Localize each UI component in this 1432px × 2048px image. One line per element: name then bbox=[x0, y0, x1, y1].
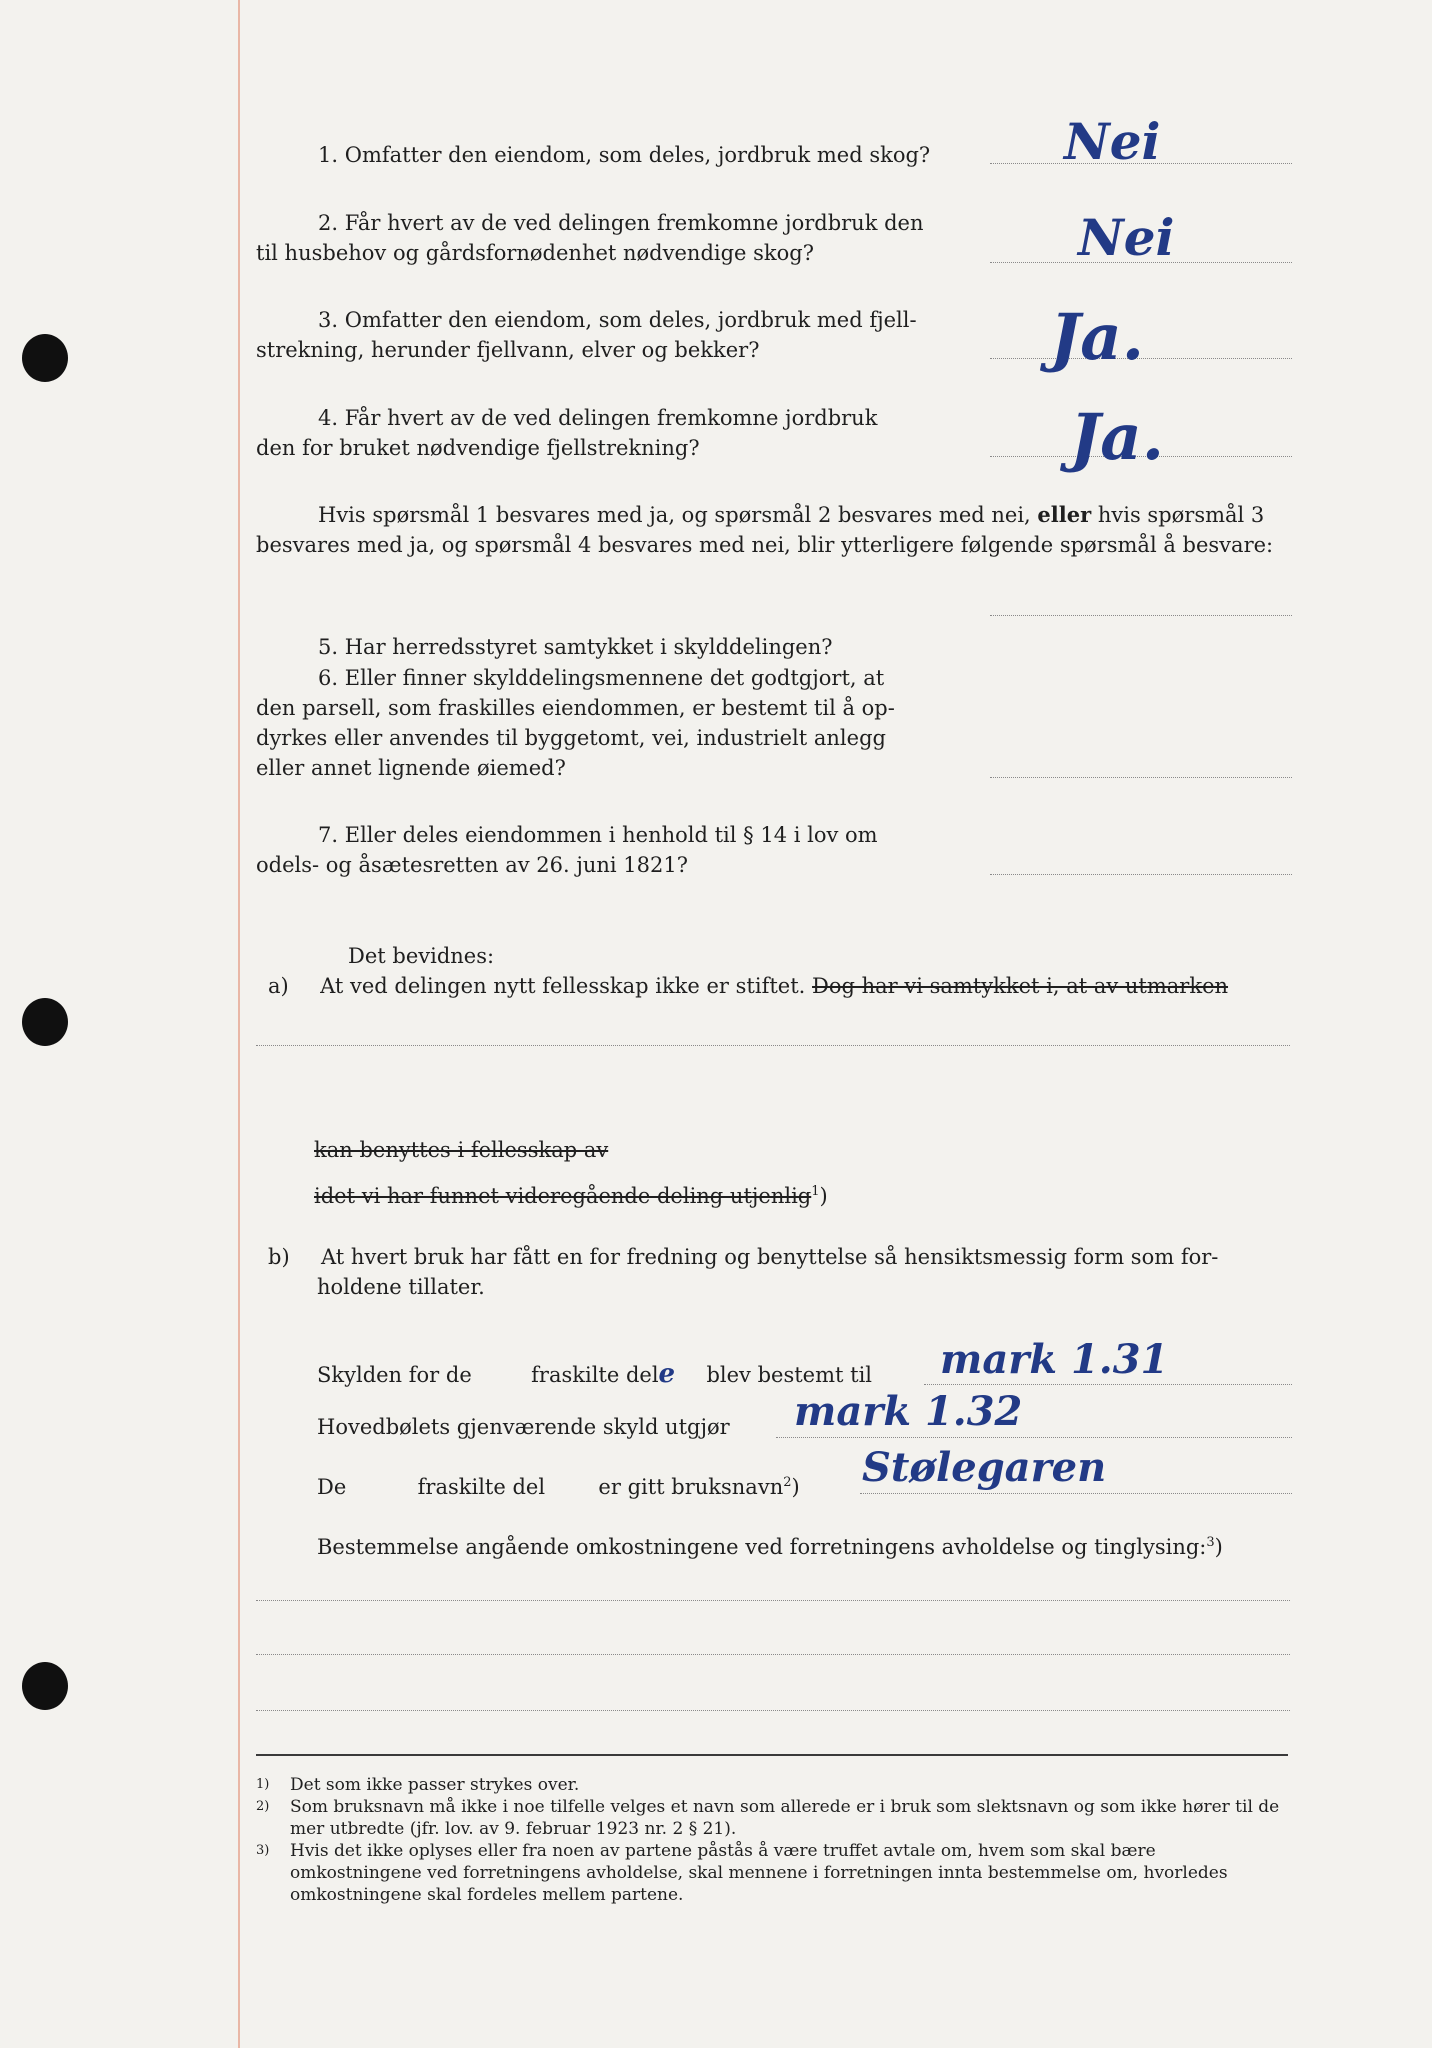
emphasis-eller: eller bbox=[1037, 502, 1092, 527]
clause-a-label: a) bbox=[268, 974, 289, 998]
question-3 bbox=[256, 305, 988, 365]
question-text: Eller finner skylddelingsmennene det godtgjort, at bbox=[344, 666, 885, 690]
struck-line-3: idet vi har funnet videregående deling utjenlig$^1$) bbox=[314, 1184, 828, 1208]
answer-line bbox=[990, 615, 1292, 616]
question-6: 6. Eller finner skylddelingsmennene det godtgjort, at den parsell, som fraskilles eiendommen, er bestemt til å op- dyrkes eller anvendes til byggetomt, vei, industrielt anlegg eller annet lignende øiemed? bbox=[256, 666, 895, 780]
answer-2: Nei bbox=[1078, 208, 1175, 267]
clause-b: b) At hvert bruk har fått en for fredning og benyttelse så hensiktsmessig form som for- bbox=[268, 1245, 1219, 1269]
fill-line bbox=[256, 1600, 1290, 1601]
answer-4: Ja. bbox=[1070, 400, 1165, 475]
question-number: 2. bbox=[318, 211, 339, 235]
struck-text: Dog har vi samtykket i, at av utmarken bbox=[812, 974, 1229, 998]
answer-1: Nei bbox=[1064, 112, 1161, 171]
question-text: Eller deles eiendommen i henhold til § 14 i lov om bbox=[344, 823, 878, 847]
question-text: Omfatter den eiendom, som deles, jordbruk med skog? bbox=[344, 143, 931, 167]
conditional-paragraph: Hvis spørsmål 1 besvares med ja, og spørsmål 2 besvares med nei, eller hvis spørsmål 3 besvares med ja, og spørsmål 4 besvares med nei, blir ytterligere følgende spørsmål å besvare: bbox=[256, 502, 1274, 557]
question-number: 5. bbox=[318, 635, 339, 659]
clause-b-label: b) bbox=[268, 1245, 290, 1269]
margin-line bbox=[238, 0, 240, 2048]
answer-line bbox=[990, 874, 1292, 875]
hoved-label: Hovedbølets gjenværende skyld utgjør bbox=[317, 1415, 730, 1439]
question-7: 7. Eller deles eiendommen i henhold til § 14 i lov om odels- og åsætesretten av 26. juni 1821? bbox=[256, 823, 878, 877]
fill-line bbox=[256, 1654, 1290, 1655]
answer-line bbox=[990, 777, 1292, 778]
question-text: Får hvert av de ved delingen fremkomne jordbruk bbox=[344, 406, 878, 430]
name-value: Stølegaren bbox=[862, 1444, 1107, 1491]
question-text-cont: til husbehov og gårdsfornødenhet nødvendige skog? bbox=[256, 241, 814, 265]
question-text: Omfatter den eiendom, som deles, jordbruk med fjell- bbox=[344, 308, 917, 332]
question-number: 7. bbox=[318, 823, 339, 847]
question-text: Har herredsstyret samtykket i skylddelingen? bbox=[344, 635, 833, 659]
question-text-cont: den for bruket nødvendige fjellstrekning? bbox=[256, 436, 700, 460]
punch-hole bbox=[22, 1662, 68, 1710]
skyld-value: mark 1.31 bbox=[940, 1336, 1169, 1383]
question-number: 4. bbox=[318, 406, 339, 430]
punch-hole bbox=[22, 334, 68, 382]
question-2 bbox=[256, 208, 988, 268]
name-label: De fraskilte del er gitt bruksnavn$^2$) bbox=[317, 1475, 800, 1499]
clause-a-text: At ved delingen nytt fellesskap ikke er stiftet. bbox=[320, 974, 806, 998]
footnote-1: 1) Det som ikke passer strykes over. bbox=[256, 1775, 580, 1795]
fill-line bbox=[860, 1493, 1292, 1494]
struck-text: kan benyttes i fellesskap av bbox=[314, 1138, 609, 1162]
cost-label: Bestemmelse angående omkostningene ved forretningens avholdelse og tinglysing:$^3$) bbox=[317, 1535, 1223, 1559]
question-number: 3. bbox=[318, 308, 339, 332]
clause-b-cont: holdene tillater. bbox=[317, 1275, 485, 1299]
question-5 bbox=[256, 632, 988, 662]
skyld-label: Skylden for de fraskilte dele blev bestemt til bbox=[317, 1359, 873, 1389]
question-number: 1. bbox=[318, 143, 339, 167]
fill-line bbox=[256, 1045, 1290, 1046]
clause-a bbox=[268, 971, 1228, 1001]
question-text-cont: strekning, herunder fjellvann, elver og bekker? bbox=[256, 338, 760, 362]
footnote-2: 2) Som bruksnavn må ikke i noe tilfelle velges et navn som allerede er i bruk som slektsnavn og som ikke hører til de mer utbredte (jfr. lov. av 9. februar 1923 nr. 2 § 21). bbox=[256, 1797, 1280, 1839]
question-number: 6. bbox=[318, 666, 339, 690]
fill-line bbox=[256, 1710, 1290, 1711]
punch-hole bbox=[22, 998, 68, 1046]
fill-line bbox=[776, 1437, 1292, 1438]
question-4 bbox=[256, 403, 988, 463]
certification-heading: Det bevidnes: bbox=[348, 944, 495, 968]
footnote-3: 3) Hvis det ikke oplyses eller fra noen av partene påstås å være truffet avtale om, hvem som skal bære omkostningene ved forretningens avholdelse, skal mennene i forretningen innta bestemmelse om, hvorledes omkostningene skal fordeles mellem partene. bbox=[256, 1841, 1228, 1905]
fill-line bbox=[924, 1384, 1292, 1385]
hoved-value: mark 1.32 bbox=[794, 1388, 1023, 1435]
question-text: Får hvert av de ved delingen fremkomne jordbruk den bbox=[344, 211, 924, 235]
answer-3: Ja. bbox=[1050, 300, 1145, 375]
question-1 bbox=[256, 140, 988, 170]
footnote-rule bbox=[256, 1754, 1288, 1756]
